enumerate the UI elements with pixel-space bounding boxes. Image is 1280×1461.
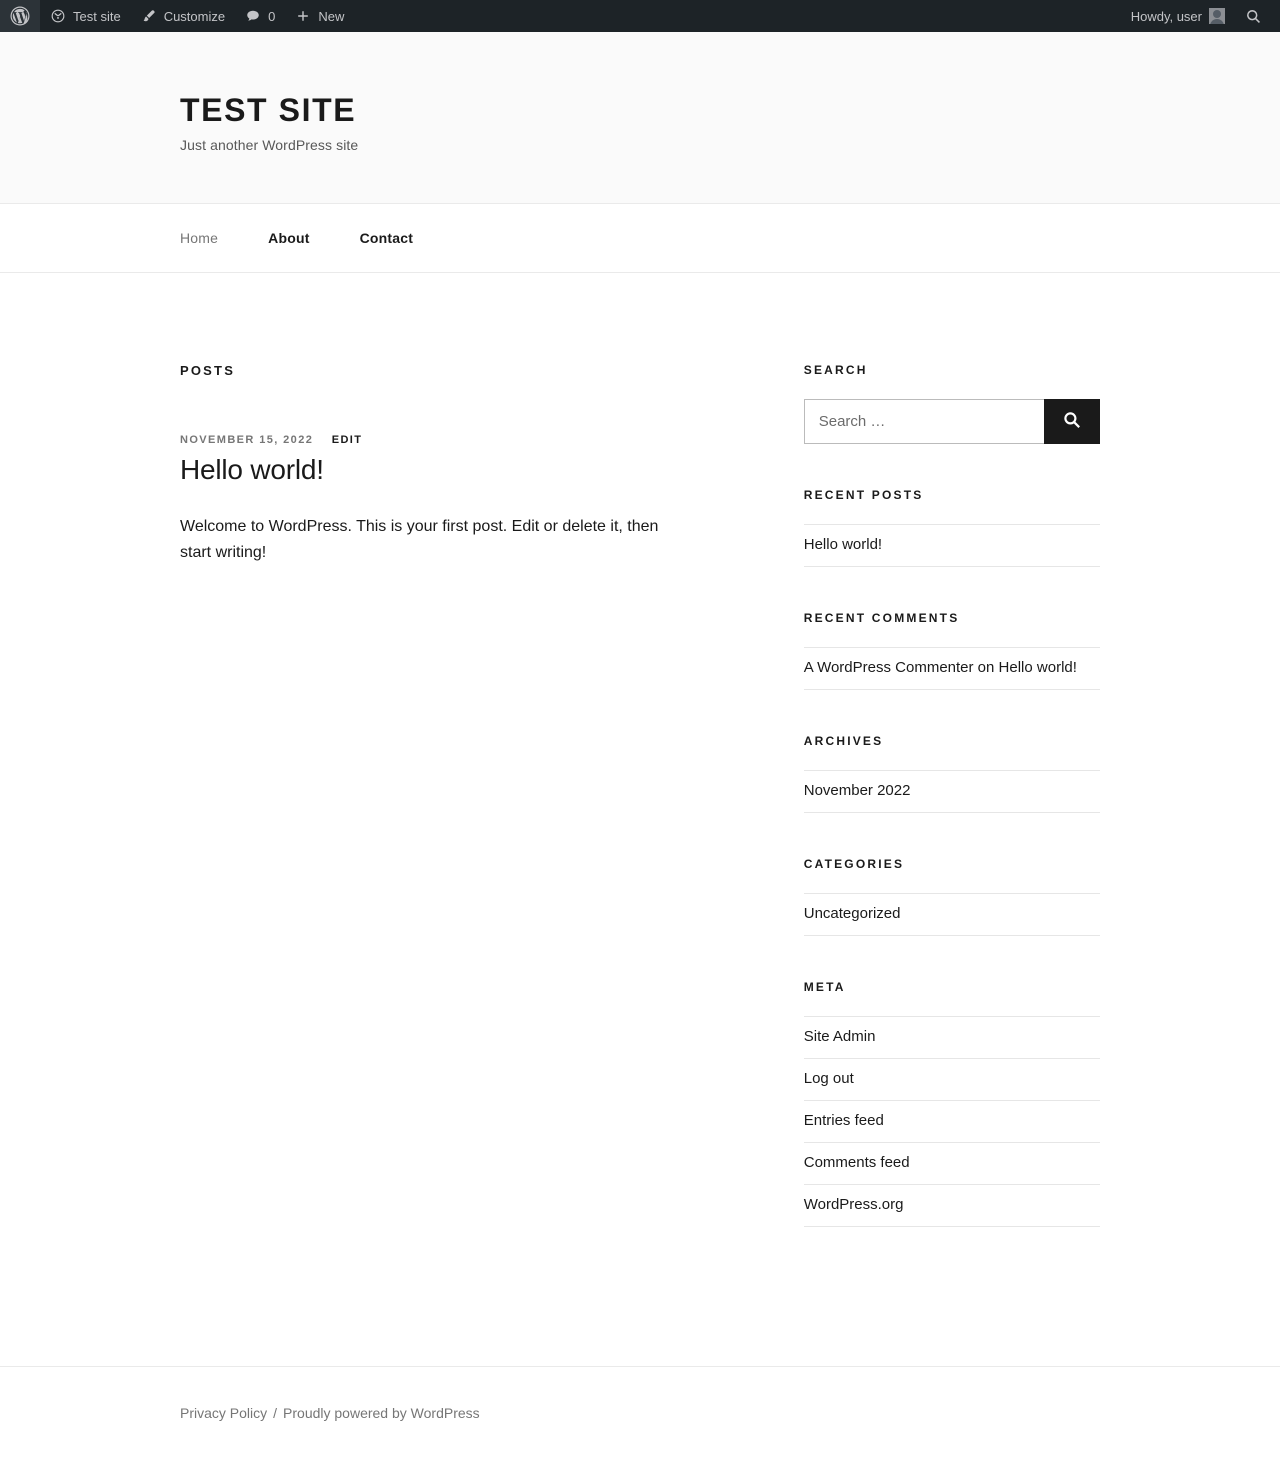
widget-recent-posts [804, 488, 1100, 567]
search-form [804, 399, 1100, 444]
recent-comments-list [804, 647, 1100, 690]
site-header-inner [90, 92, 1190, 153]
search-icon [1245, 8, 1262, 25]
list-item [804, 1101, 1100, 1143]
comment-separator: on [973, 659, 999, 676]
list-item [804, 1185, 1100, 1227]
admin-bar-left [0, 0, 354, 32]
list-item [804, 1143, 1100, 1185]
user-avatar [1209, 8, 1225, 24]
archive-link[interactable]: November 2022 [803, 782, 911, 799]
plus-icon [295, 8, 311, 24]
meta-link-comments-feed[interactable]: Comments feed [803, 1154, 910, 1171]
widget-categories [804, 857, 1100, 936]
list-item [804, 1016, 1100, 1059]
page-wrap [90, 273, 1190, 1271]
categories-title: CATEGORIES [803, 857, 905, 871]
meta-list [804, 1016, 1100, 1227]
site-footer [0, 1366, 1280, 1461]
search-input[interactable] [804, 399, 1044, 444]
category-link[interactable]: Uncategorized [803, 905, 901, 922]
widget-recent-comments [804, 611, 1100, 690]
post-edit-link[interactable]: EDIT [331, 434, 363, 446]
main-content [180, 363, 709, 1271]
new-content-menu[interactable] [285, 0, 354, 32]
nav-list [180, 204, 1100, 272]
list-item [804, 524, 1100, 567]
footer-inner [90, 1405, 1190, 1421]
post-excerpt: Welcome to WordPress. This is your first post. Edit or delete it, then start writing! [180, 518, 659, 562]
posts-section-label: POSTS [180, 363, 236, 378]
categories-list [804, 893, 1100, 936]
footer-separator: / [273, 1405, 278, 1421]
meta-link-site-admin[interactable]: Site Admin [803, 1028, 876, 1045]
search-submit-button[interactable] [1044, 399, 1100, 444]
search-widget-title: SEARCH [803, 363, 868, 377]
comment-author-link[interactable]: A WordPress Commenter [803, 659, 974, 676]
post-meta [180, 434, 709, 446]
recent-post-link[interactable]: Hello world! [803, 536, 883, 553]
nav-item-about[interactable]: About [268, 230, 310, 246]
post-date[interactable]: NOVEMBER 15, 2022 [180, 434, 314, 446]
comment-bubble-icon [245, 8, 261, 24]
sidebar [804, 363, 1100, 1271]
admin-bar [0, 0, 1280, 32]
content-area [180, 273, 1100, 1271]
meta-link-wordpress-org[interactable]: WordPress.org [803, 1196, 904, 1213]
widget-meta [804, 980, 1100, 1227]
nav-wrap [90, 204, 1190, 272]
site-title[interactable]: TEST SITE [180, 92, 357, 128]
my-account-menu[interactable] [1121, 0, 1235, 32]
customize-link[interactable] [131, 0, 235, 32]
comment-post-link[interactable]: Hello world! [998, 659, 1077, 676]
post-article [180, 434, 709, 567]
howdy-label: Howdy, user [1130, 8, 1202, 24]
site-header [0, 32, 1280, 204]
primary-navigation [0, 204, 1280, 273]
meta-title: META [803, 980, 846, 994]
dashboard-icon [50, 8, 66, 24]
search-icon [1062, 410, 1082, 433]
archives-list [804, 770, 1100, 813]
admin-bar-right [1121, 0, 1272, 32]
list-item [804, 647, 1100, 690]
comments-count: 0 [268, 8, 276, 24]
list-item [804, 893, 1100, 936]
site-name-label: Test site [73, 8, 121, 24]
recent-posts-list [804, 524, 1100, 567]
comments-link[interactable] [235, 0, 285, 32]
recent-posts-title: RECENT POSTS [803, 488, 924, 502]
nav-item-home[interactable]: Home [180, 230, 219, 246]
meta-link-entries-feed[interactable]: Entries feed [803, 1112, 884, 1129]
privacy-policy-link[interactable]: Privacy Policy [180, 1405, 268, 1421]
wordpress-credit-link[interactable]: Proudly powered by WordPress [283, 1405, 480, 1421]
meta-link-log-out[interactable]: Log out [803, 1070, 854, 1087]
paintbrush-icon [141, 8, 157, 24]
recent-comments-title: RECENT COMMENTS [803, 611, 960, 625]
site-name-menu[interactable] [40, 0, 131, 32]
list-item [804, 770, 1100, 813]
post-title[interactable]: Hello world! [180, 454, 324, 485]
nav-item-contact[interactable]: Contact [359, 230, 414, 246]
list-item [804, 1059, 1100, 1101]
customize-label: Customize [163, 8, 226, 24]
wordpress-logo-icon [10, 6, 30, 26]
wordpress-logo-menu[interactable] [0, 0, 40, 32]
admin-bar-search-button[interactable] [1235, 0, 1272, 32]
widget-archives [804, 734, 1100, 813]
new-label: New [318, 8, 345, 24]
widget-search [804, 363, 1100, 444]
archives-title: ARCHIVES [803, 734, 884, 748]
site-description: Just another WordPress site [180, 137, 359, 153]
